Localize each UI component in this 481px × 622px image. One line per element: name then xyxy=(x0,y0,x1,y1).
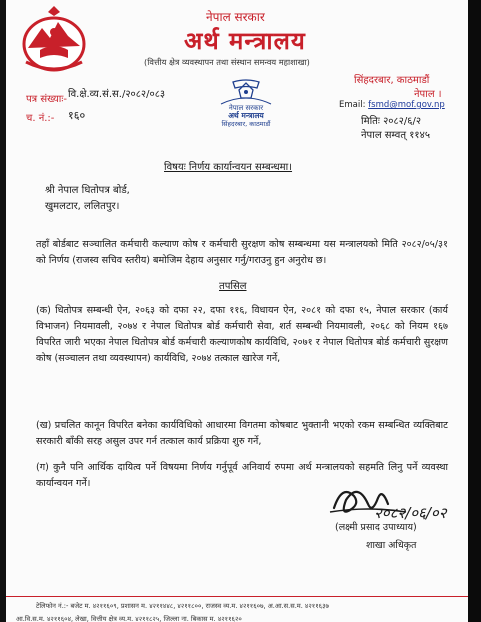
letter-page xyxy=(6,0,468,622)
nepal-samvat-date: नेपाल सम्वत् ११४५ xyxy=(361,130,431,141)
dark-background-strip xyxy=(468,0,481,622)
detail-item-text: (ग) कुनै पनि आर्थिक दायित्व पर्ने विषयमा निर्णय गर्नुपूर्व अनिवार्य रुपमा अर्थ मन्त्रालयको सहमति लिनु पर्ने व्यवस्था कार्यान्वयन गर्ने। xyxy=(36,462,448,489)
office-email xyxy=(339,100,445,110)
footer-phone-line-1: टेलिफोन नं.:- बजेट म. ४२११६०९, प्रशासन म. ४२११४४८, ४२११८००, राजस्व व्य.म. ४२११६०७, अ.आ.स.स.म. ४२११६३७ xyxy=(36,602,329,610)
division-name: (वित्तीय क्षेत्र व्यवस्थापन तथा संस्थान समन्वय महाशाखा) xyxy=(144,57,310,67)
office-country: नेपाल । xyxy=(414,89,442,100)
date-label: मितिः xyxy=(361,116,380,127)
letter-subject: विषयः निर्णय कार्यान्वयन सम्बन्धमा। xyxy=(164,162,293,173)
details-heading: तपसिल xyxy=(219,281,247,292)
footer-phone-line-2: आ.वि.स.म. ४२११६०४, लेखा, वित्तीय क्षेत्र व्य.म. ४२११८२५, जिल्ला ना. बिकास म. ४२११६२० xyxy=(16,615,242,622)
chalani-value: १६० xyxy=(68,109,86,122)
government-name: नेपाल सरकार xyxy=(206,10,265,24)
svg-text:अर्थ मन्त्रालय: अर्थ मन्त्रालय xyxy=(228,111,264,120)
detail-item-ka xyxy=(36,303,448,367)
email-label: Email: xyxy=(339,100,369,110)
nepal-emblem-icon xyxy=(18,6,90,80)
date-value: २०८२/६/२ xyxy=(383,116,422,127)
letter-date xyxy=(361,113,421,127)
ministry-seal-icon xyxy=(213,78,279,134)
detail-item-text: (क) धितोपत्र सम्बन्धी ऐन, २०६३ को दफा २२, दफा ११६, विधायन ऐन, २०८१ को दफा १५, नेपाल सरकार (कार्य विभाजन) नियमावली, २०७४ र नेपाल धितोपत्र बोर्ड कर्मचारी सेवा, शर्त सम्बन्धी नियमावली, २०६८ को नियम १६७ विपरित जारी भएका नेपाल धितोपत्र बोर्ड कर्मचारी कल्याणकोष कार्यविधि, २०७१ र नेपाल धितोपत्र बोर्ड कर्मचारी सुरक्षण कोष (सञ्चालन तथा व्यवस्थापन) कार्यविधि, २०७४ तत्काल खारेज गर्ने, xyxy=(36,305,448,364)
detail-item-kha xyxy=(36,418,448,450)
signature-image xyxy=(328,478,458,526)
footer-divider xyxy=(6,596,468,597)
recipient-line-2: खुमलटार, ललितपुर। xyxy=(45,201,120,212)
recipient-line-1: श्री नेपाल धितोपत्र बोर्ड, xyxy=(45,185,130,196)
office-location: सिंहदरबार, काठमाडौं xyxy=(354,75,430,86)
patra-sankhya-label: पत्र संख्याः- xyxy=(26,94,68,105)
intro-paragraph xyxy=(36,237,448,269)
ministry-name: अर्थ मन्त्रालय xyxy=(184,27,306,55)
signature-date: २०८२/०६/०२ xyxy=(374,504,447,522)
chalani-label: च. नं.:- xyxy=(26,113,55,124)
svg-text:नेपाल सरकार: नेपाल सरकार xyxy=(228,104,264,112)
signatory-name: (लक्ष्मी प्रसाद उपाध्याय) xyxy=(335,522,417,533)
detail-item-text: (ख) प्रचलित कानून विपरित बनेका कार्यविधिको आधारमा विगतमा कोषबाट भुक्तानी भएको रकम सम्बन्धित व्यक्तिबाट सरकारी बाँकी सरह असुल उपर गर्न तत्काल कार्य प्रक्रिया शुरु गर्ने, xyxy=(36,420,448,447)
signatory-post: शाखा अधिकृत xyxy=(366,540,417,551)
intro-text: तहाँ बोर्डबाट सञ्चालित कर्मचारी कल्याण कोष र कर्मचारी सुरक्षण कोष सम्बन्धमा यस मन्त्रालयको मिति २०८२/०५/३१ को निर्णय (राजस्व सचिव स्तरीय) बमोजिम देहाय अनुसार गर्नु/गराउनु हुन अनुरोध छ। xyxy=(36,239,448,266)
email-link[interactable]: fsmd@mof.gov.np xyxy=(368,100,445,110)
patra-sankhya-value: वि.क्षे.व्य.सं.स./२०८२/०८३ xyxy=(68,89,166,100)
svg-text:सिंहदरबार, काठमाडौं: सिंहदरबार, काठमाडौं xyxy=(221,120,271,128)
